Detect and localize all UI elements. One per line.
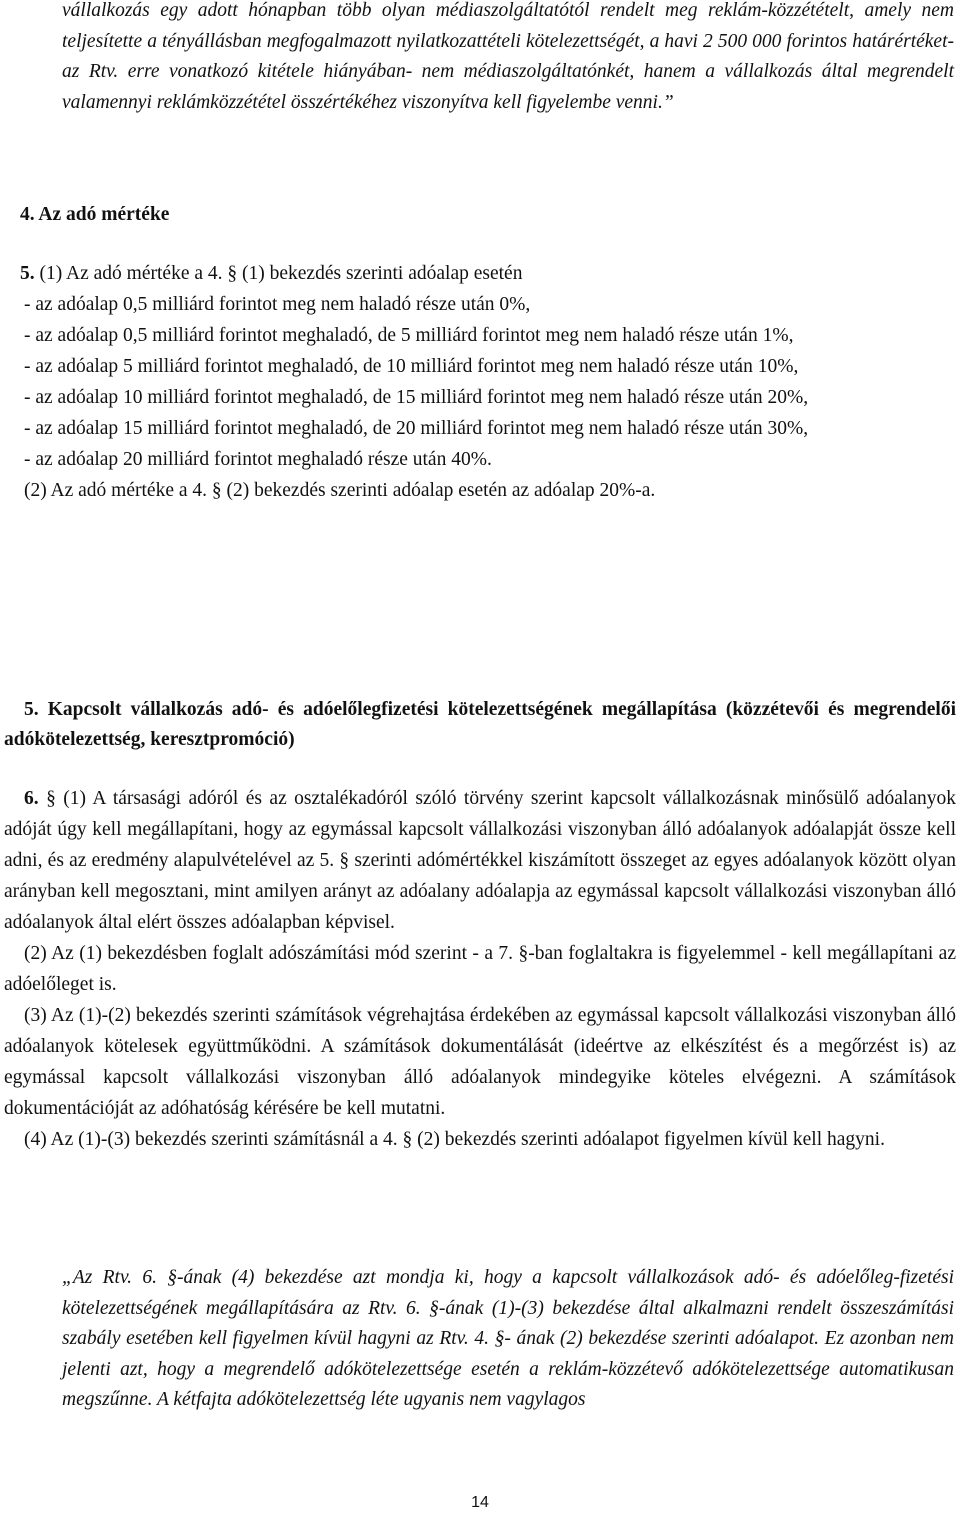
rate-item: - az adóalap 0,5 milliárd forintot meg nem haladó része után 0%,	[24, 294, 531, 315]
section-5-rate-list	[4, 289, 956, 506]
section-6	[4, 783, 956, 1155]
rate-item: - az adóalap 10 milliárd forintot meghaladó, de 15 milliárd forintot meg nem haladó része után 20%,	[24, 387, 809, 408]
section-5-paragraph-1	[20, 258, 956, 289]
section-5-p1-text: (1) Az adó mértéke a 4. § (1) bekezdés szerinti adóalap esetén	[39, 263, 523, 284]
section-6-paragraph-1	[4, 783, 956, 938]
section-5-number: 5.	[20, 263, 35, 284]
rate-item: - az adóalap 5 milliárd forintot meghaladó, de 10 milliárd forintot meg nem haladó része után 10%,	[24, 356, 799, 377]
quote-bottom-paragraph: „Az Rtv. 6. §-ának (4) bekezdése azt mondja ki, hogy a kapcsolt vállalkozások adó- és adóelőleg-fizetési kötelezettségének megállapítására az Rtv. 6. §-ának (1)-(3) bekezdése által alkalmazni rendelt összeszámítási szabály esetében kell figyelmen kívül hagyni az Rtv. 4. §- ának (2) bekezdése szerinti adóalapot. Ez azonban nem jelenti azt, hogy a megrendelő adókötelezettsége esetén a reklám-közzétevő adókötelezettsége automatikusan megszűnne. A kétfajta adókötelezettség léte ugyanis nem vagylagos	[62, 1267, 954, 1410]
section-6-paragraph-3: (3) Az (1)-(2) bekezdés szerinti számítások végrehajtása érdekében az egymással kapcsolt vállalkozási viszonyban álló adóalanyok kötelesek együttműködni. A számítások dokumentálását (ideértve az elkészítést és a megőrzést is) az egymással kapcsolt vállalkozási viszonyban álló adóalanyok mindegyike köteles elvégezni. A számítások dokumentációját az adóhatóság kérésére be kell mutatni.	[4, 1005, 956, 1119]
section-4-heading: 4. Az adó mértéke	[20, 204, 170, 225]
section-5-title	[4, 695, 956, 755]
section-6-paragraph-4: (4) Az (1)-(3) bekezdés szerinti számításnál a 4. § (2) bekezdés szerinti adóalapot figyelmen kívül kell hagyni.	[24, 1129, 885, 1150]
section-5-title-text: Kapcsolt vállalkozás adó- és adóelőlegfizetési kötelezettségének megállapítása (közzétevői és megrendelői adókötelezettség, keresztpromóció)	[4, 699, 957, 750]
section-6-paragraph-2: (2) Az (1) bekezdésben foglalt adószámítási mód szerint - a 7. §-ban foglaltakra is figyelemmel - kell megállapítani az adóelőleget is.	[4, 943, 956, 995]
section-6-p1-text: § (1) A társasági adóról és az osztalékadóról szóló törvény szerint kapcsolt vállalkozásnak minősülő adóalanyok adóját úgy kell megállapítani, hogy az egymással kapcsolt vállalkozási viszonyban álló adóalanyok adóalapját össze kell adni, és az eredmény alapulvételével az 5. § szerinti adómértékkel kiszámított összeget az egyes adóalanyok között olyan arányban kell megosztani, mint amilyen arányt az adóalany adóalapja az egymással kapcsolt vállalkozási viszonyban álló adóalanyok által elért összes adóalapban képvisel.	[4, 788, 957, 933]
rate-item: - az adóalap 0,5 milliárd forintot meghaladó, de 5 milliárd forintot meg nem haladó része után 1%,	[24, 325, 794, 346]
rate-item: - az adóalap 20 milliárd forintot meghaladó része után 40%.	[24, 449, 492, 470]
section-5-paragraph-2: (2) Az adó mértéke a 4. § (2) bekezdés szerinti adóalap esetén az adóalap 20%-a.	[24, 480, 656, 501]
quote-top-paragraph: vállalkozás egy adott hónapban több olyan médiaszolgáltatótól rendelt meg reklám-közzétételt, amely nem teljesítette a tényállásban megfogalmazott nyilatkozattételi kötelezettségét, a havi 2 500 000 forintos határértéket-az Rtv. erre vonatkozó kitétele hiányában- nem médiaszolgáltatónkét, hanem a vállalkozás által megrendelt valamennyi reklámközzététel összértékéhez viszonyítva kell figyelembe venni.”	[62, 0, 954, 113]
section-6-number: 6.	[24, 788, 39, 809]
page-number: 14	[471, 1494, 489, 1511]
section-5-title-number: 5.	[24, 699, 39, 720]
rate-item: - az adóalap 15 milliárd forintot meghaladó, de 20 milliárd forintot meg nem haladó része után 30%,	[24, 418, 809, 439]
